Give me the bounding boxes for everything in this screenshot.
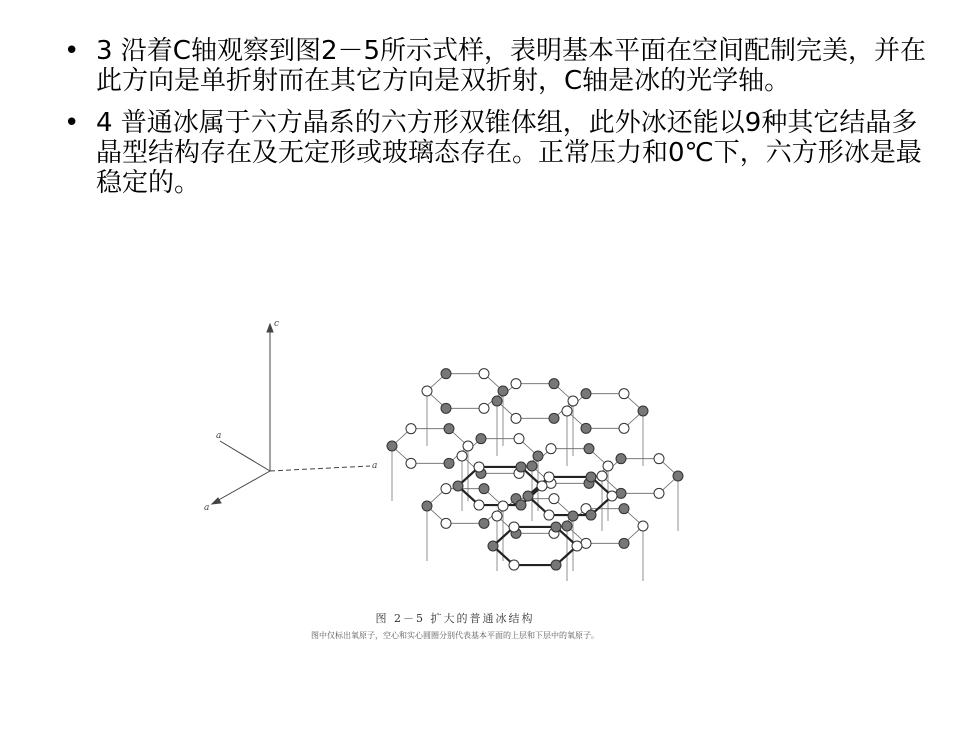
oxygen-atom-lower bbox=[441, 369, 451, 379]
oxygen-atom-lower bbox=[551, 522, 561, 532]
oxygen-atom-upper bbox=[474, 462, 484, 472]
oxygen-atom-upper bbox=[474, 500, 484, 510]
oxygen-atom-lower bbox=[441, 403, 451, 413]
oxygen-atom-upper bbox=[544, 472, 554, 482]
oxygen-atom-upper bbox=[603, 461, 613, 471]
oxygen-atom-upper bbox=[406, 458, 416, 468]
oxygen-atom-lower bbox=[492, 396, 502, 406]
oxygen-atom-lower bbox=[549, 379, 559, 389]
oxygen-atom-upper bbox=[572, 541, 582, 551]
oxygen-atom-lower bbox=[619, 538, 629, 548]
oxygen-atom-lower bbox=[422, 501, 432, 511]
oxygen-atom-lower bbox=[516, 462, 526, 472]
oxygen-atom-lower bbox=[527, 461, 537, 471]
oxygen-atom-upper bbox=[514, 434, 524, 444]
oxygen-atom-lower bbox=[638, 406, 648, 416]
bullet-marker: • bbox=[64, 36, 80, 66]
bullet-text: 4 普通冰属于六方晶系的六方形双锥体组，此外冰还能以9种其它结晶多晶型结构存在及无定形或玻璃态存在。正常压力和0℃下，六方形冰是最稳定的。 bbox=[96, 108, 922, 198]
oxygen-atom-lower bbox=[673, 471, 683, 481]
oxygen-atom-upper bbox=[463, 441, 473, 451]
oxygen-atom-upper bbox=[638, 521, 648, 531]
bullet-text: 3 沿着C轴观察到图2－5所示式样，表明基本平面在空间配制完美，并在此方向是单折射而在其它方向是双折射，C轴是冰的光学轴。 bbox=[96, 36, 927, 96]
oxygen-atom-upper bbox=[619, 389, 629, 399]
oxygen-atom-upper bbox=[422, 386, 432, 396]
oxygen-atom-lower bbox=[516, 500, 526, 510]
oxygen-atom-upper bbox=[509, 522, 519, 532]
oxygen-atom-upper bbox=[479, 403, 489, 413]
oxygen-atom-upper bbox=[562, 406, 572, 416]
figure-caption-title: 图 2－5 扩大的普通冰结构 bbox=[375, 612, 535, 625]
c-axis-arrow bbox=[267, 324, 273, 332]
oxygen-atom-lower bbox=[498, 386, 508, 396]
bullet-list bbox=[60, 36, 940, 210]
c-axis-label: c bbox=[274, 319, 280, 329]
oxygen-atom-upper bbox=[654, 488, 664, 498]
a-axis-line-3 bbox=[215, 471, 270, 502]
oxygen-atom-lower bbox=[533, 451, 543, 461]
oxygen-atom-upper bbox=[654, 454, 664, 464]
oxygen-atom-lower bbox=[479, 518, 489, 528]
oxygen-atom-upper bbox=[581, 538, 591, 548]
figure-caption-note: 图中仅标出氧原子，空心和实心圆圈分别代表基本平面的上层和下层中的氧原子。 bbox=[311, 631, 599, 640]
ice-lattice-diagram bbox=[190, 306, 720, 606]
oxygen-atom-upper bbox=[509, 560, 519, 570]
oxygen-atom-lower bbox=[444, 424, 454, 434]
oxygen-atom-lower bbox=[586, 510, 596, 520]
oxygen-atom-upper bbox=[492, 511, 502, 521]
bullet-marker: • bbox=[64, 108, 80, 138]
a-axis-label-3: a bbox=[204, 503, 210, 513]
a-axis-line-1 bbox=[270, 466, 370, 471]
bullet-item-4 bbox=[60, 108, 940, 198]
oxygen-atom-lower bbox=[549, 413, 559, 423]
oxygen-atom-lower bbox=[476, 434, 486, 444]
oxygen-atom-lower bbox=[581, 389, 591, 399]
oxygen-atom-lower bbox=[584, 444, 594, 454]
oxygen-atom-lower bbox=[551, 560, 561, 570]
oxygen-atom-upper bbox=[511, 379, 521, 389]
oxygen-atom-upper bbox=[537, 481, 547, 491]
oxygen-atom-upper bbox=[568, 396, 578, 406]
oxygen-atom-lower bbox=[562, 521, 572, 531]
oxygen-atom-upper bbox=[546, 444, 556, 454]
oxygen-atom-upper bbox=[457, 451, 467, 461]
oxygen-atom-lower bbox=[581, 423, 591, 433]
a-axis-label-2: a bbox=[372, 461, 378, 471]
a-axis-label-1: a bbox=[216, 431, 222, 441]
oxygen-atom-upper bbox=[549, 494, 559, 504]
oxygen-atom-lower bbox=[568, 511, 578, 521]
oxygen-atom-lower bbox=[488, 541, 498, 551]
hexagonal-lattice bbox=[387, 369, 683, 581]
oxygen-atom-upper bbox=[406, 424, 416, 434]
oxygen-atom-lower bbox=[616, 454, 626, 464]
oxygen-atom-upper bbox=[511, 413, 521, 423]
a-axis-line-2 bbox=[220, 441, 270, 471]
oxygen-atom-lower bbox=[616, 488, 626, 498]
oxygen-atom-upper bbox=[441, 484, 451, 494]
oxygen-atom-upper bbox=[479, 369, 489, 379]
oxygen-atom-lower bbox=[586, 472, 596, 482]
crystal-axes bbox=[212, 324, 370, 504]
oxygen-atom-lower bbox=[523, 491, 533, 501]
oxygen-atom-upper bbox=[498, 501, 508, 511]
oxygen-atom-lower bbox=[453, 481, 463, 491]
oxygen-atom-upper bbox=[597, 471, 607, 481]
oxygen-atom-lower bbox=[444, 458, 454, 468]
oxygen-atom-lower bbox=[619, 504, 629, 514]
oxygen-atom-upper bbox=[607, 491, 617, 501]
oxygen-atom-lower bbox=[387, 441, 397, 451]
ice-structure-figure bbox=[190, 306, 720, 656]
bullet-item-3 bbox=[60, 36, 940, 96]
oxygen-atom-upper bbox=[441, 518, 451, 528]
oxygen-atom-lower bbox=[479, 484, 489, 494]
oxygen-atom-upper bbox=[544, 510, 554, 520]
oxygen-atom-upper bbox=[619, 423, 629, 433]
